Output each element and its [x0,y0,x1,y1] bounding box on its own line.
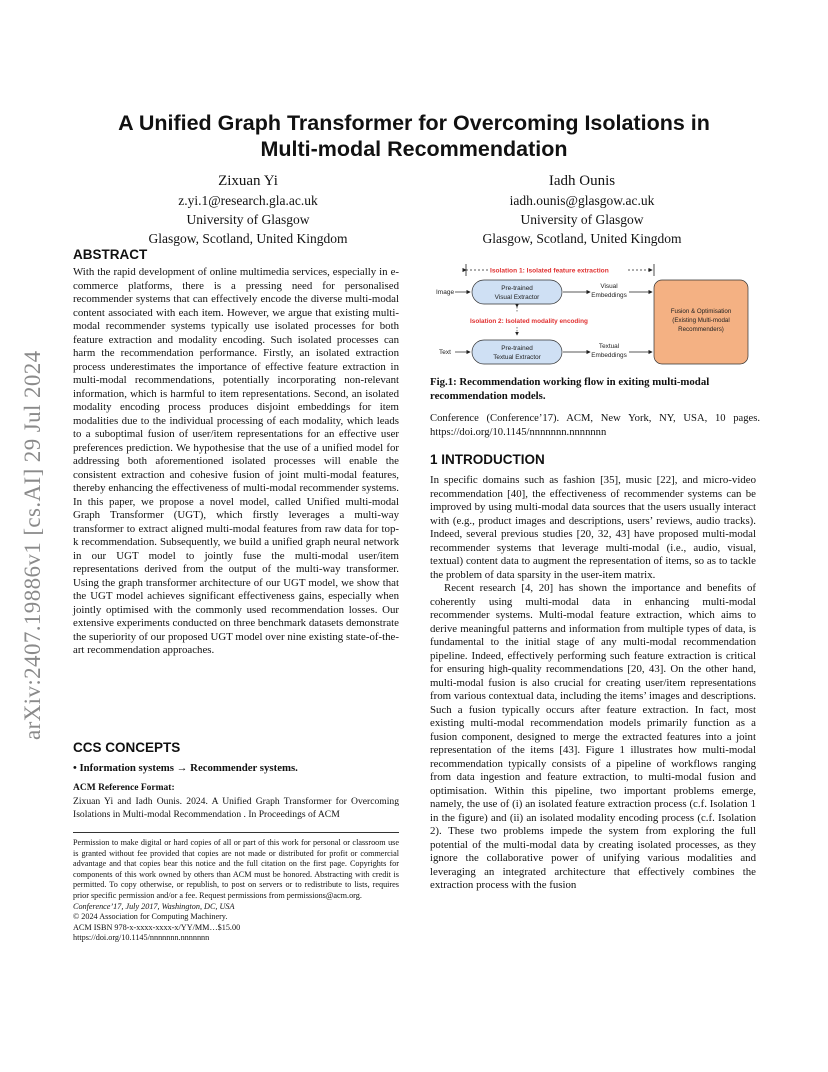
footnote-rule [73,832,399,833]
arxiv-stamp: arXiv:2407.19886v1 [cs.AI] 29 Jul 2024 [20,350,45,740]
figure-1-diagram [430,258,760,370]
abstract-heading: ABSTRACT [73,247,148,262]
ccs-concepts-line: • Information systems → Recommender systems. [73,762,298,774]
intro-paragraph-1: In specific domains such as fashion [35], music [22], and micro-video recommendation [40], the effectiveness of recommender systems can be improved by using multi-modal data sources that the users usually interact with (e.g., product images and descriptions, users’ reviews, audio tracks). Indeed, several previous studies [20, 32, 43] have proposed multi-modal recommender systems that leverage multi-modal (i.e., audio, visual, textual) content data to augment the representation of items, so as to tackle the problem of data sparsity in the user-item matrix. [430,474,756,581]
image-input-label: Image [436,289,455,296]
author-affiliation: University of Glasgow [186,212,310,227]
text-input-label: Text [439,349,451,356]
author-email: z.yi.1@research.gla.ac.uk [178,193,318,208]
ccs-heading: CCS CONCEPTS [73,740,181,755]
author-block-1 [88,172,408,248]
isolation-1-label: Isolation 1: Isolated feature extraction [490,267,609,275]
textual-embeddings-line2: Embeddings [591,352,627,359]
visual-embeddings-line2: Embeddings [591,292,627,299]
textual-extractor-line1: Pre-trained [501,345,533,352]
author-location: Glasgow, Scotland, United Kingdom [482,231,682,246]
acm-reference-text: Zixuan Yi and Iadh Ounis. 2024. A Unified Graph Transformer for Overcoming Isolations in Multi-modal Recommendation . In Proceedings of ACM [73,796,399,820]
visual-extractor-line2: Visual Extractor [494,294,540,301]
fusion-line3: Recommenders) [678,326,724,333]
abstract-paragraph: With the rapid development of online multimedia services, especially in e-commerce platforms, there is a pressing need for personalised recommender systems that can effectively encode the diverse multi-modal content associated with each item. However, we argue that existing multi-modal recommender systems typically use isolated processes for both feature extraction and modality encoding. Such isolated processes can harm the recommendation performance. Firstly, an isolated extraction process underestimates the importance of effective feature extraction in multi-modal recommendations, potentially incorporating non-relevant information, which is harmful to item representations. Second, an isolated modality encoding process produces disjoint embeddings for item modalities due to the individual processing of each modality, which leads to a suboptimal fusion of user/item representations for an effective user preferences prediction. We hypothesise that the use of a unified model for addressing both aforementioned isolated processes will enable the consistent extraction and cohesive fusion of joint multi-modal features, thereby enhancing the effectiveness of multi-modal recommender systems. In this paper, we propose a novel model, called Unified multi-modal Graph Transformer (UGT), which firstly leverages a multi-way transformer to extract aligned multi-modal features from raw data for top-k recommendation. Subsequently, we build a unified graph neural network in our UGT model to jointly fuse the multi-modal user/item representations derived from the output of the multi-way transformer. Using the graph transformer architecture of our UGT model, we show that the UGT model achieves significant effectiveness gains, especially when jointly optimised with the commonly used recommendation losses. Our extensive experiments conducted on three benchmark datasets demonstrate the superiority of our proposed UGT model over nine existing state-of-the-art recommendation approaches. [73,266,399,656]
fusion-line1: Fusion & Optimisation [670,308,732,315]
abstract-text [73,266,399,658]
visual-extractor-line1: Pre-trained [501,285,533,292]
visual-embeddings-line1: Visual [600,283,618,290]
doi-link[interactable]: https://doi.org/10.1145/nnnnnnn.nnnnnnn [73,933,210,943]
author-name: Zixuan Yi [218,173,278,189]
permission-block [73,838,399,944]
author-email: iadh.ounis@glasgow.ac.uk [509,193,655,208]
textual-embeddings-line1: Textual [598,343,620,350]
conference-info: Conference’17, July 2017, Washington, DC, USA [73,901,235,911]
copyright-line: © 2024 Association for Computing Machinery. [73,912,228,922]
isbn-line: ACM ISBN 978-x-xxxx-xxxx-x/YY/MM…$15.00 [73,922,241,932]
acm-reference-heading: ACM Reference Format: [73,783,175,793]
author-name: Iadh Ounis [548,173,616,189]
author-location: Glasgow, Scotland, United Kingdom [148,231,348,246]
textual-extractor-line2: Textual Extractor [493,354,541,361]
figure-caption: Fig.1: Recommendation working flow in exiting multi-modal recommendation models. [430,376,710,402]
author-block-2 [422,172,742,248]
introduction-text [430,474,756,893]
paper-title [60,110,768,162]
fusion-line2: (Existing Multi-modal [672,317,730,324]
intro-paragraph-2: Recent research [4, 20] has shown the importance and benefits of coherently using multi-modal data in enhancing multi-modal recommender systems. Multi-modal feature extraction, which aims to derive meaningful patterns and information from multiple types of data, is fundamental to the initial stage of any multi-modal recommendation pipeline. Indeed, effectively performing such feature extraction is critical for ensuring high-quality recommendations [20, 43]. On the other hand, multi-modal fusion is also crucial for creating user/item representations from various contextual data, including the items’ images and descriptions. Such a fusion typically occurs after feature extraction. In fact, most existing multi-modal recommendation models primarily function as a fusion component, designed to merge the extracted features into a joint representation of the items [43]. Figure 1 illustrates how multi-modal recommendation typically consists of a pipeline of workflows ranging from data ingestion and feature extraction, to multi-modal fusion and optimisation. Within this pipeline, two important problems emerge, namely, the use of (i) an isolated feature extraction process (c.f. Isolation 1 in the figure) and (ii) an isolated modality encoding process (c.f. Isolation 2). These two problems impede the system from exploring the full potential of the multi-modal data by creating isolated processes, as they ignore the collaborative power of unifying various modalities and leveraging an integrated architecture that effectively combines the extraction process with the fusion [430,582,756,891]
conference-line: Conference (Conference’17). ACM, New York, NY, USA, 10 pages. https://doi.org/10.1145/nnnnnnn.nnnnnnn [430,413,760,438]
title-line-1: A Unified Graph Transformer for Overcoming Isolations in [118,111,710,135]
introduction-heading: 1 INTRODUCTION [430,452,545,467]
author-affiliation: University of Glasgow [520,212,644,227]
title-line-2: Multi-modal Recommendation [260,137,568,161]
isolation-2-label: Isolation 2: Isolated modality encoding [470,318,588,325]
permission-notice: Permission to make digital or hard copies of all or part of this work for personal or classroom use is granted without fee provided that copies are not made or distributed for profit or commercial advantage and that copies bear this notice and the full citation on the first page. Copyrights for components of this work owned by others than ACM must be honored. Abstracting with credit is permitted. To copy otherwise, or republish, to post on servers or to redistribute to lists, requires prior specific permission and/or a fee. Request permissions from permissions@acm.org. [73,838,399,900]
